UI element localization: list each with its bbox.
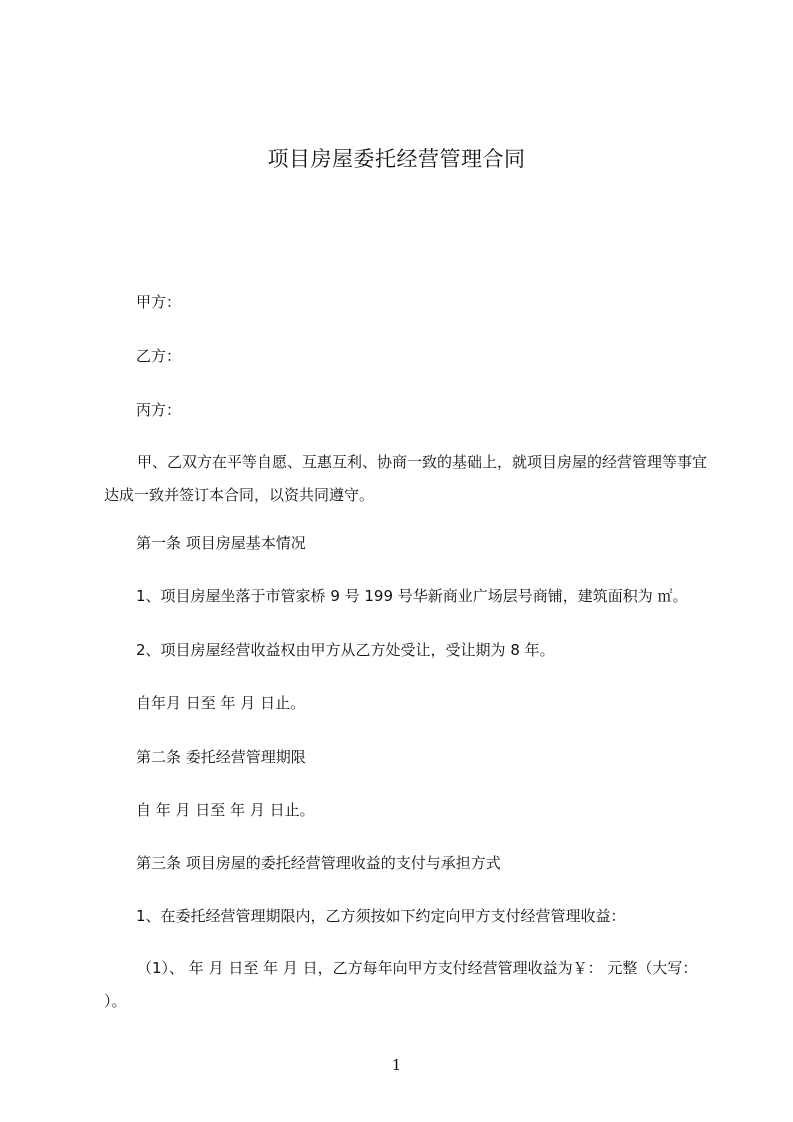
contract-title: 项目房屋委托经营管理合同 <box>267 147 526 171</box>
article3-clause1: 1、在委托经营管理期限内，乙方须按如下约定向甲方支付经营管理收益： <box>136 907 626 925</box>
article3-heading: 第三条 项目房屋的委托经营管理收益的支付与承担方式 <box>136 854 501 872</box>
page-number: 1 <box>391 1056 402 1074</box>
party-b-label: 乙方： <box>136 347 182 365</box>
article1-clause2: 2、项目房屋经营收益权由甲方从乙方处受让，受让期为 8 年。 <box>136 641 555 659</box>
article2-period: 自 年 月 日至 年 月 日止。 <box>136 801 315 819</box>
preamble-paragraph: 甲、乙双方在平等自愿、互惠互利、协商一致的基础上，就项目房屋的经营管理等事宜达成一致并签订本合同，以资共同遵守。 <box>104 453 708 504</box>
article1-clause2-period: 自年月 日至 年 月 日止。 <box>136 694 306 712</box>
article3-clause1-sub1: （1）、 年 月 日至 年 月 日，乙方每年向甲方支付经营管理收益为￥： 元整（大写： ）。 <box>104 959 698 1010</box>
article2-heading: 第二条 委托经营管理期限 <box>136 748 306 766</box>
party-a-label: 甲方： <box>136 293 182 311</box>
article1-heading: 第一条 项目房屋基本情况 <box>136 534 306 552</box>
article1-clause1: 1、项目房屋坐落于市管家桥 9 号 199 号华新商业广场层号商铺，建筑面积为 ㎡。 <box>136 587 688 605</box>
party-c-label: 丙方： <box>136 401 182 419</box>
